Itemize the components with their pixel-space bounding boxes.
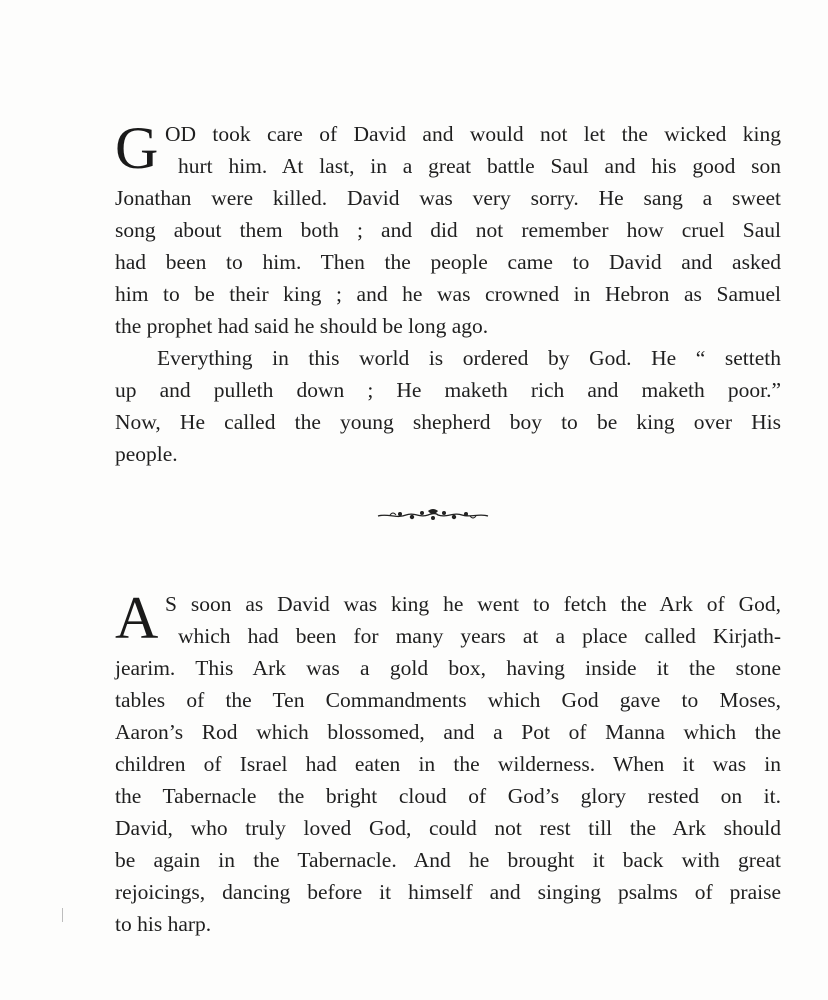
margin-mark xyxy=(62,908,63,922)
text-line: up and pulleth down ; He maketh rich and maketh poor.” xyxy=(115,378,781,402)
text-line: Everything in this world is ordered by God. He “ setteth xyxy=(157,346,781,370)
text-line: the Tabernacle the bright cloud of God’s glory rested on it. xyxy=(115,784,781,808)
text-line: song about them both ; and did not remember how cruel Saul xyxy=(115,218,781,242)
text-line: David, who truly loved God, could not rest till the Ark should xyxy=(115,816,781,840)
text-line: children of Israel had eaten in the wilderness. When it was in xyxy=(115,752,781,776)
text-line: jearim. This Ark was a gold box, having inside it the stone xyxy=(115,656,781,680)
text-line: be again in the Tabernacle. And he brought it back with great xyxy=(115,848,781,872)
text-line-content: S soon as David was king he went to fetch the Ark of God, xyxy=(165,592,781,616)
decorative-vine-ornament-icon xyxy=(376,505,490,525)
paragraph-section-2 xyxy=(115,585,781,940)
drop-cap-letter: A xyxy=(115,585,159,651)
text-line: to his harp. xyxy=(115,912,212,936)
text-line-content: OD took care of David and would not let the wicked king xyxy=(165,122,781,146)
text-line: hurt him. At last, in a great battle Saul and his good son xyxy=(178,154,781,178)
drop-cap-letter: G xyxy=(115,115,159,181)
text-line: people. xyxy=(115,442,178,466)
text-line: which had been for many years at a place called Kirjath- xyxy=(178,624,781,648)
text-line: Jonathan were killed. David was very sorry. He sang a sweet xyxy=(115,186,781,210)
paragraph-section-1 xyxy=(115,115,781,470)
text-line: rejoicings, dancing before it himself and singing psalms of praise xyxy=(115,880,781,904)
text-line: tables of the Ten Commandments which God gave to Moses, xyxy=(115,688,781,712)
text-line: the prophet had said he should be long ago. xyxy=(115,314,489,338)
text-line: him to be their king ; and he was crowned in Hebron as Samuel xyxy=(115,282,781,306)
text-line: Now, He called the young shepherd boy to be king over His xyxy=(115,410,781,434)
text-line: had been to him. Then the people came to David and asked xyxy=(115,250,781,274)
text-line: Aaron’s Rod which blossomed, and a Pot of Manna which the xyxy=(115,720,781,744)
